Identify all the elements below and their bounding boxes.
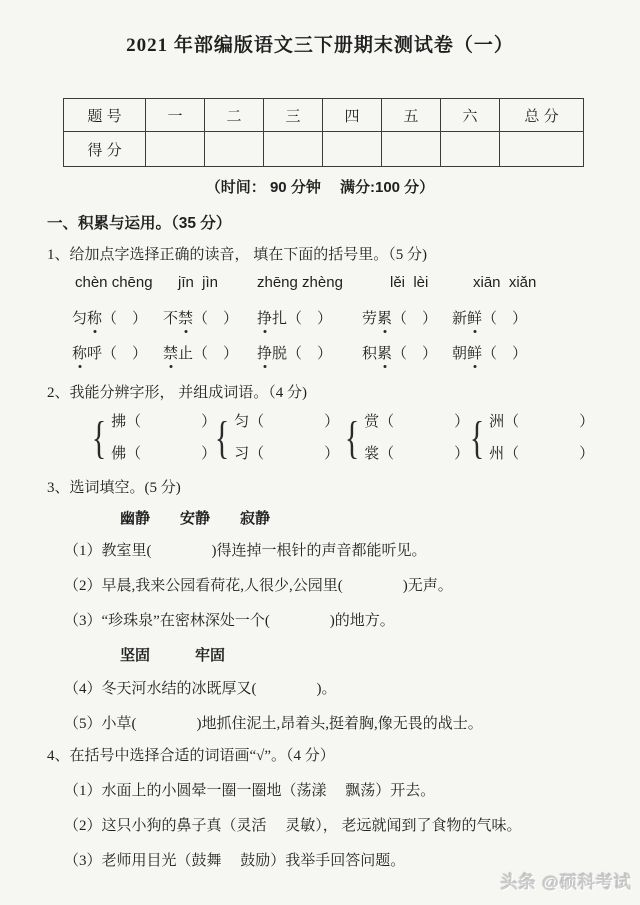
brace-line: 洲（ ） (489, 414, 595, 430)
brace-line: 佛（ ） (111, 446, 217, 462)
answer-bracket: （ ） (102, 311, 148, 327)
q4-item: （3）老师用目光（鼓舞 鼓励）我举手回答问题。 (64, 853, 406, 869)
q1-prompt: 1、给加点字选择正确的读音， 填在下面的括号里。（5 分) (47, 247, 427, 263)
score-header-cell: 六 (441, 99, 500, 132)
pinyin-option: lěi lèi (390, 274, 429, 291)
q4-item: （1）水面上的小圆晕一圈一圈地（荡漾 飘荡）开去。 (64, 783, 436, 799)
word-item: 禁止（ ） (163, 342, 257, 363)
score-header-cell: 一 (146, 99, 205, 132)
q3-word-bank-2: 坚固 牢固 (120, 648, 226, 664)
word-item: 劳累（ ） (362, 307, 452, 328)
brace-group (466, 406, 594, 470)
answer-bracket: （ ） (102, 346, 148, 362)
word-item: 挣扎（ ） (257, 307, 362, 328)
brace-line: 裳（ ） (364, 446, 470, 462)
q1-word-row-1 (72, 307, 527, 328)
section1-heading: 一、积累与运用。（35 分） (47, 215, 232, 232)
score-empty-cell (441, 132, 500, 167)
word-item: 朝鲜（ ） (452, 342, 527, 363)
word-item: 匀称（ ） (72, 307, 163, 328)
answer-bracket: （ ） (482, 311, 528, 327)
pinyin-option: xiān xiǎn (473, 274, 537, 291)
watermark: 头条 @硕科考试 (500, 873, 632, 892)
score-table (63, 98, 584, 167)
score-header-cell: 题 号 (64, 99, 146, 132)
q3-item: （5）小草( )地抓住泥土,昂着头,挺着胸,像无畏的战士。 (64, 716, 483, 732)
score-empty-cell (205, 132, 264, 167)
word-item: 不禁（ ） (163, 307, 257, 328)
score-empty-cell (264, 132, 323, 167)
answer-bracket: （ ） (482, 346, 528, 362)
word-item: 新鲜（ ） (452, 307, 527, 328)
q3-item: （2）早晨,我来公园看荷花,人很少,公园里( )无声。 (64, 578, 453, 594)
brace-icon: { (214, 412, 230, 463)
q1-pinyin-row (75, 274, 536, 291)
score-header-cell: 三 (264, 99, 323, 132)
word-item: 称呼（ ） (72, 342, 163, 363)
answer-bracket: （ ） (392, 311, 438, 327)
brace-line: 匀（ ） (234, 414, 340, 430)
q3-item: （1）教室里( )得连掉一根针的声音都能听见。 (64, 543, 427, 559)
brace-icon: { (469, 412, 485, 463)
q3-word-bank-1: 幽静 安静 寂静 (120, 511, 271, 527)
answer-bracket: （ ） (287, 346, 333, 362)
score-empty-cell (382, 132, 441, 167)
time-score-info: （时间： 90 分钟 满分:100 分） (205, 179, 435, 196)
word-item: 挣脱（ ） (257, 342, 362, 363)
brace-line: 拂（ ） (111, 414, 217, 430)
score-table-value-row (64, 132, 584, 167)
brace-group (341, 406, 470, 470)
score-empty-cell (146, 132, 205, 167)
answer-bracket: （ ） (287, 311, 333, 327)
answer-bracket: （ ） (193, 346, 239, 362)
pinyin-option: jīn jìn (178, 274, 219, 291)
brace-line: 赏（ ） (364, 414, 470, 430)
answer-bracket: （ ） (392, 346, 438, 362)
brace-group (88, 406, 217, 470)
brace-group (211, 406, 341, 470)
score-empty-cell (500, 132, 584, 167)
score-header-cell: 五 (382, 99, 441, 132)
q2-prompt: 2、我能分辨字形， 并组成词语。（4 分) (47, 385, 307, 401)
brace-icon: { (91, 412, 107, 463)
pinyin-option: chèn chēng (75, 274, 153, 291)
q4-prompt: 4、在括号中选择合适的词语画“√”。（4 分） (47, 748, 335, 764)
score-table-header-row (64, 99, 584, 132)
q2-brace-groups (88, 406, 594, 470)
brace-icon: { (344, 412, 360, 463)
score-header-cell: 二 (205, 99, 264, 132)
page-title: 2021 年部编版语文三下册期末测试卷（一） (126, 35, 514, 56)
q3-item: （3）“珍珠泉”在密林深处一个( )的地方。 (64, 613, 395, 629)
answer-bracket: （ ） (193, 311, 239, 327)
score-row-label: 得 分 (64, 132, 146, 167)
brace-line: 州（ ） (489, 446, 595, 462)
q1-word-row-2 (72, 342, 527, 363)
q3-prompt: 3、选词填空。(5 分) (47, 480, 181, 496)
pinyin-option: zhēng zhèng (257, 274, 343, 291)
score-header-cell: 四 (323, 99, 382, 132)
brace-line: 习（ ） (234, 446, 340, 462)
q4-item: （2）这只小狗的鼻子真（灵活 灵敏）， 老远就闻到了食物的气味。 (64, 818, 522, 834)
score-empty-cell (323, 132, 382, 167)
word-item: 积累（ ） (362, 342, 452, 363)
score-header-cell: 总 分 (500, 99, 584, 132)
q3-item: （4）冬天河水结的冰既厚又( )。 (64, 681, 337, 697)
